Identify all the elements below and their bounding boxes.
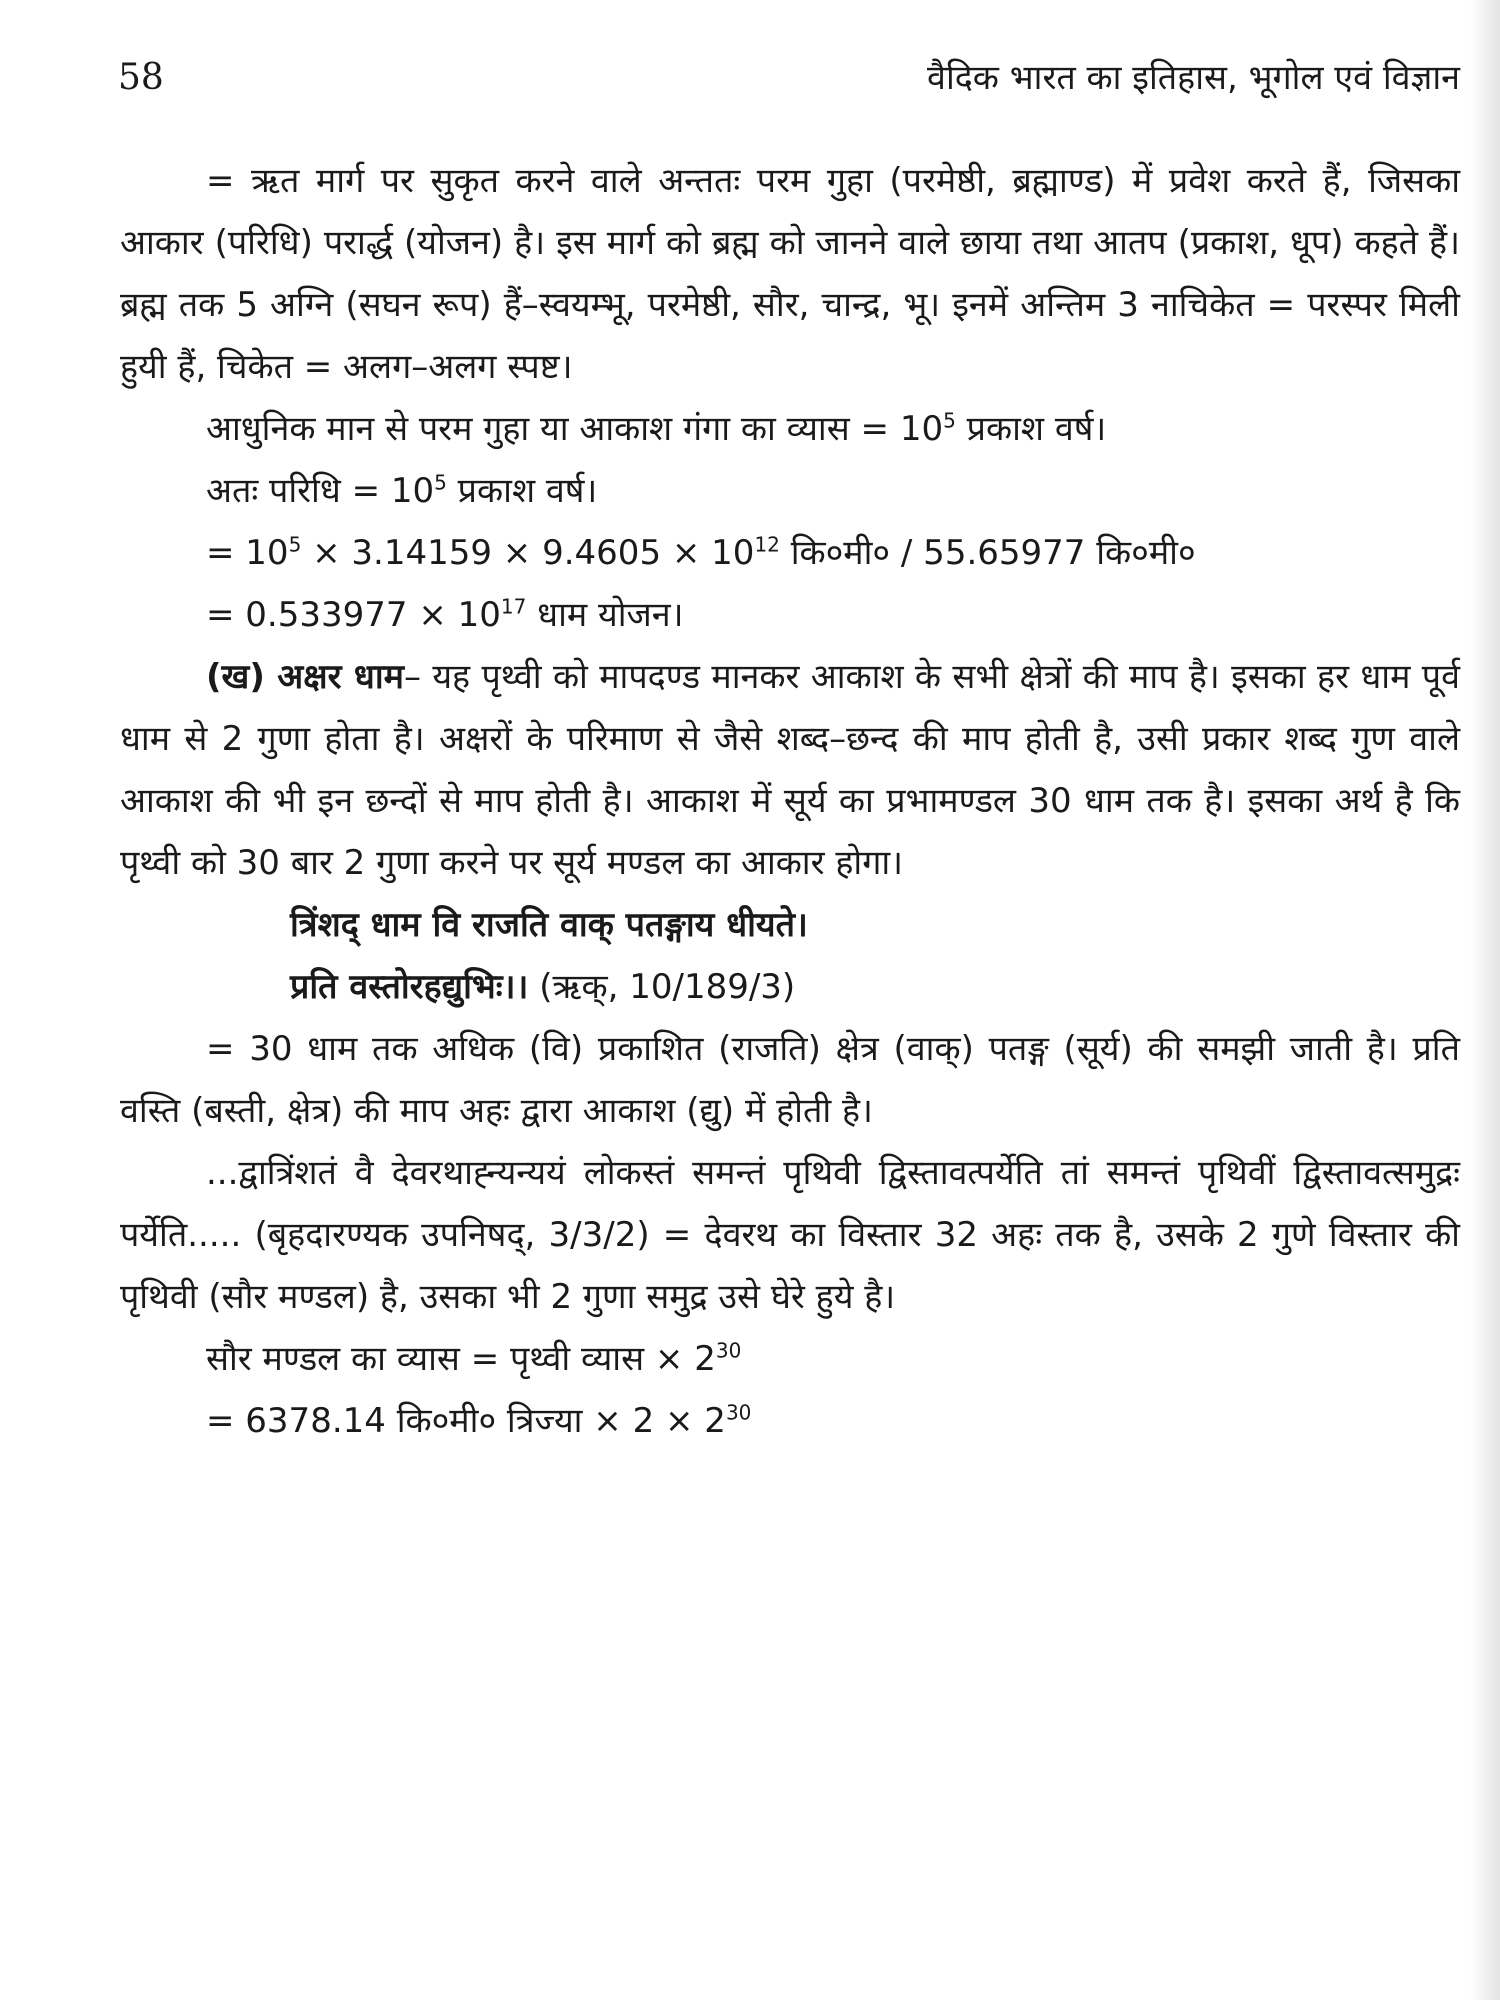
verse-line-1: त्रिंशद् धाम वि राजति वाक् पतङ्गाय धीयते।: [290, 905, 808, 945]
exponent: 30: [715, 1338, 742, 1363]
page-edge-shadow: [1470, 0, 1500, 2000]
equation-solar-diameter: [120, 1328, 1460, 1390]
exponent: 17: [500, 594, 527, 619]
exponent: 5: [943, 408, 956, 433]
equation-dhama-yojana: [120, 584, 1460, 646]
equation-text: कि०मी० / 55.65977 कि०मी०: [779, 533, 1196, 573]
exponent: 12: [754, 532, 780, 557]
page-body: [120, 150, 1460, 1452]
paragraph-akshara-dhama: [120, 646, 1460, 894]
equation-text: प्रकाश वर्ष।: [446, 471, 598, 511]
page-header: [118, 56, 1460, 116]
equation-text: धाम योजन।: [526, 595, 684, 635]
equation-text: अतः परिधि = 10: [206, 471, 435, 511]
equation-circumference: [120, 460, 1460, 522]
paragraph-upanishad-quote: ...द्वात्रिंशतं वै देवरथाह्न्यन्ययं लोकस्तं समन्तं पृथिवी द्विस्तावत्पर्येति तां समन्तं पृथिवीं द्विस्तावत्समुद्रः पर्येति..... (बृहदारण्यक उपनिषद्, 3/3/2) = देवरथ का विस्तार 32 अहः तक है, उसके 2 गुणे विस्तार की पृथिवी (सौर मण्डल) है, उसका भी 2 गुणा समुद्र उसे घेरे हुये है।: [120, 1153, 1460, 1317]
equation-text: = 6378.14 कि०मी० त्रिज्या × 2 × 2: [206, 1401, 726, 1441]
galaxy-diameter-text: आधुनिक मान से परम गुहा या आकाश गंगा का व्यास = 10: [206, 409, 944, 449]
exponent: 30: [725, 1400, 752, 1425]
paragraph-rita-marga: = ऋत मार्ग पर सुकृत करने वाले अन्ततः परम गुहा (परमेष्ठी, ब्रह्माण्ड) में प्रवेश करते हैं, जिसका आकार (परिधि) परार्द्ध (योजन) है। इस मार्ग को ब्रह्म को जानने वाले छाया तथा आतप (प्रकाश, धूप) कहते हैं। ब्रह्म तक 5 अग्नि (सघन रूप) हैं–स्वयम्भू, परमेष्ठी, सौर, चान्द्र, भू। इनमें अन्तिम 3 नाचिकेत = परस्पर मिली हुयी हैं, चिकेत = अलग–अलग स्पष्ट।: [120, 161, 1460, 387]
page-number: 58: [118, 57, 164, 98]
paragraph-galaxy-diameter: [120, 398, 1460, 460]
equation-conversion: [120, 522, 1460, 584]
galaxy-diameter-unit: प्रकाश वर्ष।: [955, 409, 1107, 449]
exponent: 5: [288, 532, 302, 557]
section-text: – यह पृथ्वी को मापदण्ड मानकर आकाश के सभी क्षेत्रों की माप है। इसका हर धाम पूर्व धाम से 2 गुणा होता है। अक्षरों के परिमाण से जैसे शब्द–छन्द की माप होती है, उसी प्रकार शब्द गुण वाले आकाश की भी इन छन्दों से माप होती है। आकाश में सूर्य का प्रभामण्डल 30 धाम तक है। इसका अर्थ है कि पृथ्वी को 30 बार 2 गुणा करने पर सूर्य मण्डल का आकार होगा।: [120, 657, 1460, 883]
verse-reference: (ऋक्, 10/189/3): [528, 967, 796, 1007]
exponent: 5: [434, 470, 447, 495]
verse-text: प्रति वस्तोरहद्युभिः।।: [290, 967, 529, 1007]
equation-text: × 3.14159 × 9.4605 × 10: [301, 533, 755, 573]
paragraph-verse-explanation: = 30 धाम तक अधिक (वि) प्रकाशित (राजति) क्षेत्र (वाक्) पतङ्ग (सूर्य) की समझी जाती है। प्रति वस्ति (बस्ती, क्षेत्र) की माप अहः द्वारा आकाश (द्यु) में होती है।: [120, 1029, 1460, 1131]
verse-line-2: [120, 956, 1460, 1018]
equation-text: = 10: [206, 533, 289, 573]
running-title: वैदिक भारत का इतिहास, भूगोल एवं विज्ञान: [927, 58, 1460, 98]
equation-solar-radius: [120, 1390, 1460, 1452]
equation-text: = 0.533977 × 10: [206, 595, 501, 635]
section-heading: (ख) अक्षर धाम: [206, 657, 404, 697]
equation-text: सौर मण्डल का व्यास = पृथ्वी व्यास × 2: [206, 1339, 716, 1379]
